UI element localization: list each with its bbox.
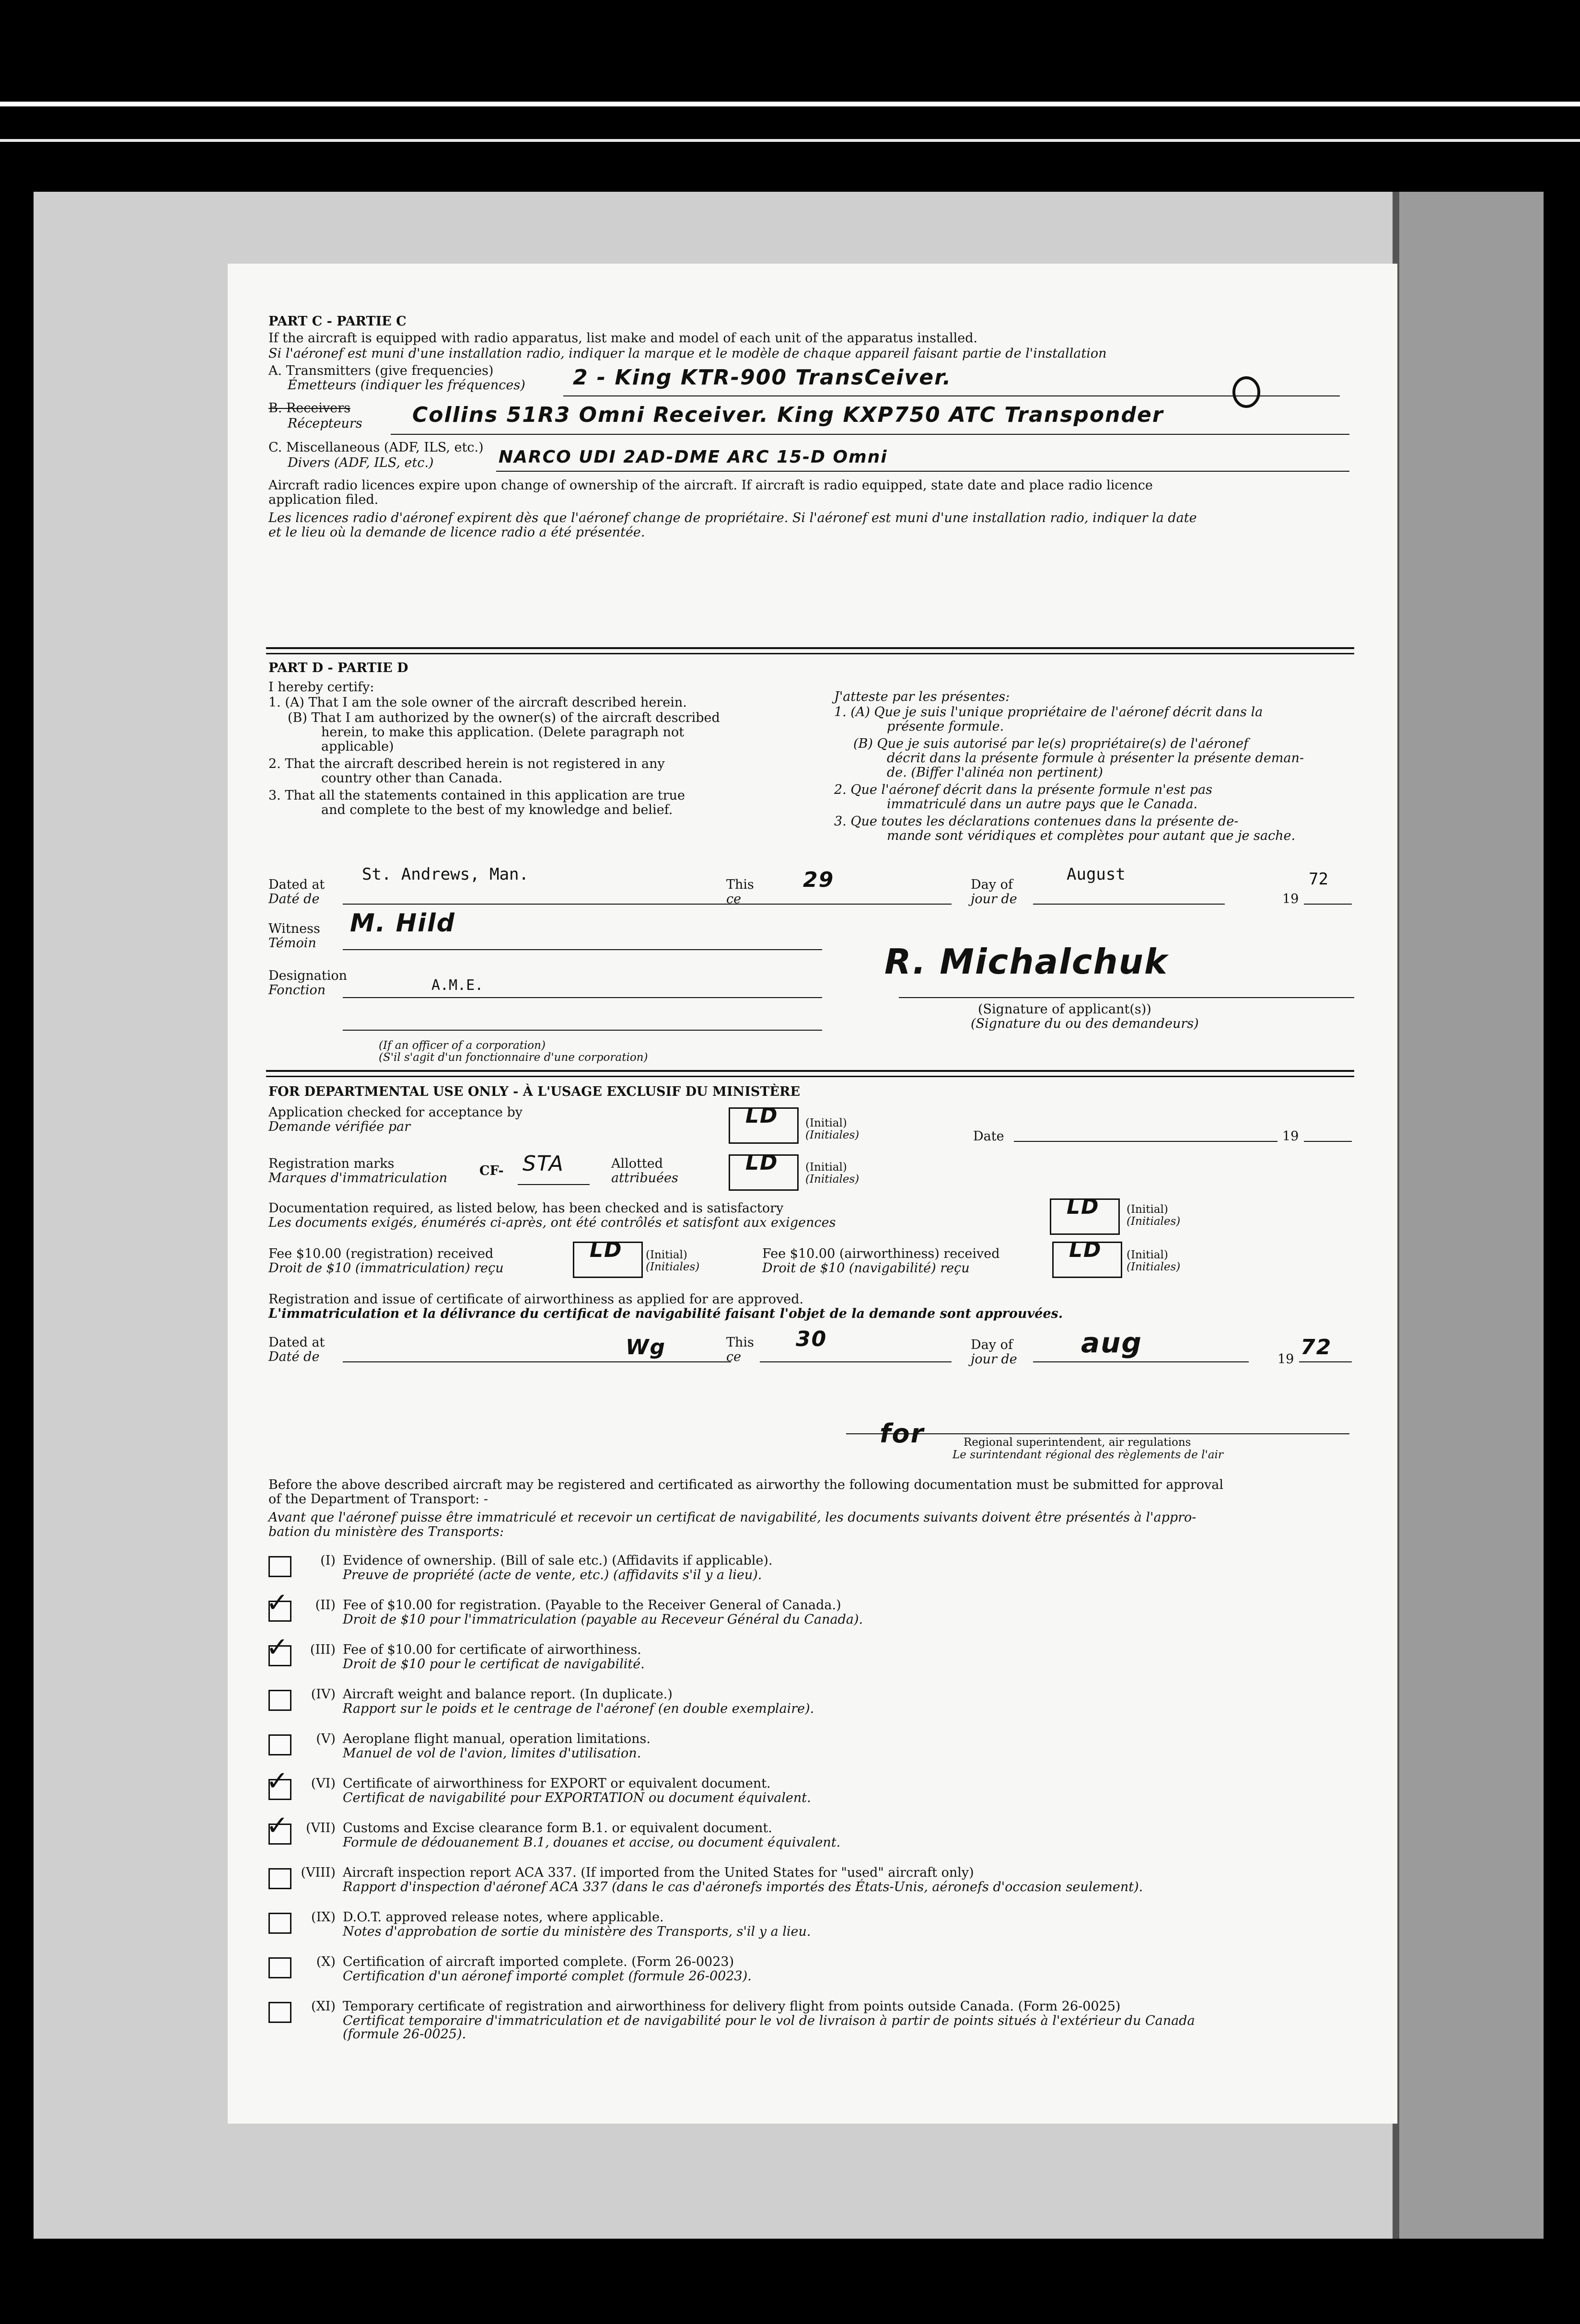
officer-line — [343, 1030, 822, 1031]
applicant-signature[interactable]: R. Michalchuk — [884, 941, 1168, 982]
requirement-text-en: Certification of aircraft imported complete. (Form 26-0023) — [343, 1954, 734, 1969]
transmitters-value[interactable]: 2 - King KTR-900 TransCeiver. — [573, 365, 952, 390]
requirement-text-en: Aircraft weight and balance report. (In duplicate.) — [343, 1687, 673, 1702]
designation-line — [343, 997, 822, 998]
transmitters-label-en: A. Transmitters (give frequencies) — [268, 363, 494, 378]
requirement-checkbox[interactable] — [268, 2002, 291, 2023]
certify-fr-item: de. (Biffer l'alinéa non pertinent) — [887, 765, 1103, 780]
certify-en-item: (B) That I am authorized by the owner(s) of the aircraft described — [288, 710, 720, 725]
date-label: Date — [973, 1129, 1004, 1144]
regional-en: Regional superintendent, air regulations — [964, 1436, 1191, 1449]
certify-en-item: 2. That the aircraft described herein is not registered in any — [268, 756, 665, 771]
part-c-intro-en: If the aircraft is equipped with radio apparatus, list make and model of each unit of the apparatus installed. — [268, 331, 978, 346]
dept-month-line — [1033, 1361, 1249, 1362]
requirement-text-en: D.O.T. approved release notes, where applicable. — [343, 1910, 664, 1925]
certify-en-item: herein, to make this application. (Delete paragraph not — [321, 725, 685, 740]
reg-line — [518, 1184, 590, 1185]
initial-label-en: (Initial) — [805, 1161, 847, 1174]
section-divider — [266, 647, 1354, 649]
requirement-number: (III) — [310, 1642, 336, 1657]
requirement-text-fr: Certificat de navigabilité pour EXPORTATION ou document équivalent. — [343, 1790, 811, 1805]
dept-year-line — [1299, 1361, 1352, 1362]
requirement-text-fr: Droit de $10 pour le certificat de navigabilité. — [343, 1657, 645, 1672]
initial-label-fr: (Initiales) — [1127, 1261, 1181, 1273]
initials-value: LD — [745, 1150, 778, 1175]
for-value[interactable]: for — [880, 1418, 925, 1449]
dept-month-value[interactable]: aug — [1081, 1326, 1142, 1359]
this-en: This — [726, 877, 754, 892]
requirement-number: (VII) — [306, 1821, 336, 1836]
requirement-checkbox[interactable] — [268, 1868, 291, 1889]
witness-signature[interactable]: M. Hild — [350, 909, 455, 938]
certify-en: I hereby certify: — [268, 680, 374, 695]
dated-at-fr: Daté de — [268, 892, 320, 906]
certify-en-item: 3. That all the statements contained in this application are true — [268, 788, 685, 803]
dept-dated-at-value[interactable]: Wg — [626, 1335, 666, 1360]
requirement-text-fr: Certificat temporaire d'immatriculation et de navigabilité pour le vol de livraison à partir de points situés à l'extérieur du Canada — [343, 2013, 1195, 2028]
receivers-label-en: B. Receivers — [268, 401, 351, 416]
doc-fr: Les documents exigés, énumérés ci-après, ont été contrôlés et satisfont aux exigences — [268, 1215, 836, 1230]
date-year-prefix: 19 — [1282, 1129, 1299, 1144]
certify-fr-item: présente formule. — [887, 719, 1004, 734]
day-value[interactable]: 29 — [803, 868, 835, 892]
check-mark-icon: ✓ — [266, 1766, 289, 1797]
certify-fr-item: 3. Que toutes les déclarations contenues dans la présente de- — [834, 814, 1239, 829]
initial-label-en: (Initial) — [1127, 1249, 1168, 1261]
witness-line — [343, 949, 822, 950]
app-checked-fr: Demande vérifiée par — [268, 1119, 411, 1134]
transmitters-label-fr: Émetteurs (indiquer les fréquences) — [288, 378, 525, 393]
misc-label-en: C. Miscellaneous (ADF, ILS, etc.) — [268, 440, 484, 455]
scan-right-margin — [1395, 192, 1544, 2239]
dept-day-line — [760, 1361, 952, 1362]
receivers-label-fr: Récepteurs — [288, 416, 362, 431]
requirement-text-en: Aircraft inspection report ACA 337. (If imported from the United States for "used" aircraft only) — [343, 1865, 974, 1880]
initials-value: LD — [745, 1104, 778, 1128]
requirement-text-en: Temporary certificate of registration and airworthiness for delivery flight from points outside Canada. (Form 26-0025) — [343, 1999, 1121, 2014]
initial-label-fr: (Initiales) — [1127, 1215, 1181, 1228]
signature-line — [899, 997, 1354, 998]
dept-day-of-fr: jour de — [971, 1352, 1017, 1367]
requirement-text-fr: Droit de $10 pour l'immatriculation (payable au Receveur Général du Canada). — [343, 1612, 863, 1627]
certify-en-item: applicable) — [321, 739, 394, 754]
certify-fr-item: immatriculé dans un autre pays que le Canada. — [887, 797, 1198, 812]
requirement-text-en: Aeroplane flight manual, operation limitations. — [343, 1731, 651, 1746]
requirement-text-fr: Certification d'un aéronef importé complet (formule 26-0023). — [343, 1969, 752, 1984]
day-of-fr: jour de — [971, 892, 1017, 906]
licence-en-1: Aircraft radio licences expire upon change of ownership of the aircraft. If aircraft is radio equipped, state date and place radio licence — [268, 478, 1153, 493]
film-border-line — [0, 102, 1580, 106]
certify-fr-item: (B) Que je suis autorisé par le(s) propriétaire(s) de l'aéronef — [853, 736, 1249, 751]
licence-en-2: application filed. — [268, 492, 379, 507]
fee-reg-fr: Droit de $10 (immatriculation) reçu — [268, 1261, 504, 1276]
certify-fr: J'atteste par les présentes: — [834, 689, 1010, 704]
initials-value: LD — [1069, 1238, 1102, 1262]
reg-marks-fr: Marques d'immatriculation — [268, 1171, 448, 1185]
designation-en: Designation — [268, 968, 348, 983]
year-prefix: 19 — [1282, 892, 1299, 906]
requirement-text-fr: Formule de dédouanement B.1, douanes et accise, ou document équivalent. — [343, 1835, 841, 1850]
initial-label-fr: (Initiales) — [805, 1129, 860, 1141]
licence-fr-1: Les licences radio d'aéronef expirent dès que l'aéronef change de propriétaire. Si l'aéronef est muni d'une installation radio, indiquer la date — [268, 511, 1197, 525]
dept-dated-at-line — [343, 1361, 731, 1362]
requirement-number: (I) — [320, 1553, 336, 1568]
initials-value: LD — [1067, 1195, 1100, 1219]
date-line — [1014, 1141, 1278, 1142]
requirement-number: (II) — [315, 1598, 336, 1613]
part-c-title: PART C - PARTIE C — [268, 314, 407, 329]
receivers-line — [391, 434, 1349, 435]
witness-fr: Témoin — [268, 936, 316, 951]
certify-fr-item: 2. Que l'aéronef décrit dans la présente formule n'est pas — [834, 782, 1213, 797]
req-intro-fr-1: Avant que l'aéronef puisse être immatriculé et recevoir un certificat de navigabilité, les documents suivants doivent être présentés à l'appro- — [268, 1510, 1197, 1525]
requirement-number: (IX) — [311, 1910, 336, 1925]
designation-value[interactable]: A.M.E. — [431, 977, 484, 994]
allotted-en: Allotted — [611, 1156, 663, 1171]
requirement-text-fr: Rapport d'inspection d'aéronef ACA 337 (dans le cas d'aéronefs importés des États-Unis, aéronefs d'occasion seulement). — [343, 1880, 1143, 1894]
month-value[interactable]: August — [1067, 865, 1126, 884]
requirement-checkbox[interactable] — [268, 1957, 291, 1978]
dated-at-line — [343, 904, 760, 905]
misc-line — [496, 471, 1349, 472]
requirement-text-en: Evidence of ownership. (Bill of sale etc.) (Affidavits if applicable). — [343, 1553, 773, 1568]
initial-label-en: (Initial) — [646, 1249, 687, 1261]
initial-label-fr: (Initiales) — [805, 1173, 860, 1185]
requirement-text-fr: Notes d'approbation de sortie du ministère des Transports, s'il y a lieu. — [343, 1924, 811, 1939]
dept-day-value[interactable]: 30 — [796, 1327, 827, 1351]
signature-label-fr: (Signature du ou des demandeurs) — [971, 1016, 1199, 1031]
misc-value[interactable]: NARCO UDI 2AD-DME ARC 15-D Omni — [499, 447, 888, 467]
requirement-number: (XI) — [311, 1999, 336, 2014]
this-fr: ce — [726, 892, 742, 906]
dept-this-fr: ce — [726, 1349, 742, 1364]
circle-mark — [1227, 374, 1270, 412]
dept-year-value[interactable]: 72 — [1301, 1335, 1332, 1360]
requirement-text-en: Fee of $10.00 for registration. (Payable to the Receiver General of Canada.) — [343, 1598, 841, 1613]
reg-prefix: CF- — [479, 1163, 504, 1178]
witness-en: Witness — [268, 921, 320, 936]
requirement-number: (X) — [316, 1954, 336, 1969]
licence-fr-2: et le lieu où la demande de licence radio a été présentée. — [268, 525, 645, 540]
requirement-number: (IV) — [311, 1687, 336, 1702]
req-intro-en-2: of the Department of Transport: - — [268, 1492, 488, 1507]
signature-label-en: (Signature of applicant(s)) — [978, 1002, 1151, 1017]
requirement-text-fr: (formule 26-0025). — [343, 2027, 466, 2042]
doc-en: Documentation required, as listed below, has been checked and is satisfactory — [268, 1201, 784, 1216]
dept-dated-at-fr: Daté de — [268, 1349, 320, 1364]
certify-en-item: country other than Canada. — [321, 771, 503, 786]
receivers-value[interactable]: Collins 51R3 Omni Receiver. King KXP750 ATC Transponder — [412, 403, 1164, 427]
dept-dated-at-en: Dated at — [268, 1335, 325, 1350]
requirement-number: (VI) — [311, 1776, 336, 1791]
certify-en-item: and complete to the best of my knowledge and belief. — [321, 802, 673, 817]
date-year-line — [1304, 1141, 1352, 1142]
check-mark-icon: ✓ — [266, 1587, 289, 1618]
fee-reg-en: Fee $10.00 (registration) received — [268, 1246, 494, 1261]
day-line — [760, 904, 952, 905]
requirement-text-en: Customs and Excise clearance form B.1. or equivalent document. — [343, 1821, 772, 1836]
requirement-text-en: Fee of $10.00 for certificate of airworthiness. — [343, 1642, 641, 1657]
section-divider — [266, 1076, 1354, 1077]
certify-fr-item: décrit dans la présente formule à présenter la présente deman- — [887, 751, 1304, 766]
approval-fr: L'immatriculation et la délivrance du certificat de navigabilité faisant l'objet de la demande sont approuvées. — [268, 1306, 1063, 1321]
officer-note-en: (If an officer of a corporation) — [379, 1039, 546, 1052]
requirement-checkbox[interactable] — [268, 1690, 291, 1711]
check-mark-icon: ✓ — [266, 1632, 289, 1663]
misc-label-fr: Divers (ADF, ILS, etc.) — [288, 455, 434, 470]
approval-en: Registration and issue of certificate of airworthiness as applied for are approved. — [268, 1292, 804, 1307]
certify-fr-item: 1. (A) Que je suis l'unique propriétaire de l'aéronef décrit dans la — [834, 705, 1263, 720]
fee-air-fr: Droit de $10 (navigabilité) reçu — [762, 1261, 970, 1276]
reg-value[interactable]: STA — [523, 1151, 564, 1176]
dept-title: FOR DEPARTMENTAL USE ONLY - À L'USAGE EXCLUSIF DU MINISTÈRE — [268, 1084, 801, 1099]
dept-this-en: This — [726, 1335, 754, 1350]
req-intro-fr-2: bation du ministère des Transports: — [268, 1524, 504, 1539]
app-checked-en: Application checked for acceptance by — [268, 1105, 523, 1120]
month-line — [1033, 904, 1225, 905]
dept-year-prefix: 19 — [1278, 1352, 1294, 1367]
requirement-checkbox[interactable] — [268, 1734, 291, 1755]
year-line — [1304, 904, 1352, 905]
part-c-intro-fr: Si l'aéronef est muni d'une installation radio, indiquer la marque et le modèle de chaque appareil faisant partie de l'installation — [268, 346, 1107, 361]
requirement-text-fr: Manuel de vol de l'avion, limites d'utilisation. — [343, 1746, 641, 1761]
designation-fr: Fonction — [268, 983, 326, 998]
form-page — [228, 264, 1397, 2124]
section-divider — [266, 1070, 1354, 1072]
initial-label-en: (Initial) — [805, 1117, 847, 1129]
dated-at-value[interactable]: St. Andrews, Man. — [362, 865, 529, 884]
check-mark-icon: ✓ — [266, 1810, 289, 1841]
fee-air-en: Fee $10.00 (airworthiness) received — [762, 1246, 1000, 1261]
transmitters-line — [563, 395, 1340, 396]
requirement-text-en: Certificate of airworthiness for EXPORT or equivalent document. — [343, 1776, 771, 1791]
certify-en-item: 1. (A) That I am the sole owner of the aircraft described herein. — [268, 695, 687, 710]
requirement-text-fr: Rapport sur le poids et le centrage de l'aéronef (en double exemplaire). — [343, 1701, 814, 1716]
day-of-en: Day of — [971, 877, 1013, 892]
dept-day-of-en: Day of — [971, 1337, 1013, 1352]
certify-fr-item: mande sont véridiques et complètes pour autant que je sache. — [887, 828, 1296, 843]
requirement-checkbox[interactable] — [268, 1913, 291, 1934]
allotted-fr: attribuées — [611, 1171, 678, 1185]
initial-label-en: (Initial) — [1127, 1203, 1168, 1216]
part-d-title: PART D - PARTIE D — [268, 661, 408, 675]
initial-label-fr: (Initiales) — [646, 1261, 700, 1273]
req-intro-en-1: Before the above described aircraft may be registered and certificated as airworthy the following documentation must be submitted for approval — [268, 1477, 1224, 1492]
section-divider — [266, 653, 1354, 654]
regional-fr: Le surintendant régional des règlements de l'air — [953, 1449, 1223, 1461]
year-value[interactable]: 72 — [1309, 870, 1328, 889]
requirement-number: (V) — [316, 1731, 336, 1746]
reg-marks-en: Registration marks — [268, 1156, 395, 1171]
dated-at-en: Dated at — [268, 877, 325, 892]
requirement-number: (VIII) — [301, 1865, 336, 1880]
requirement-checkbox[interactable] — [268, 1556, 291, 1577]
initials-value: LD — [590, 1238, 623, 1262]
film-border-line — [0, 139, 1580, 142]
requirement-text-fr: Preuve de propriété (acte de vente, etc.) (affidavits s'il y a lieu). — [343, 1568, 762, 1582]
officer-note-fr: (S'il s'agit d'un fonctionnaire d'une corporation) — [379, 1051, 648, 1064]
